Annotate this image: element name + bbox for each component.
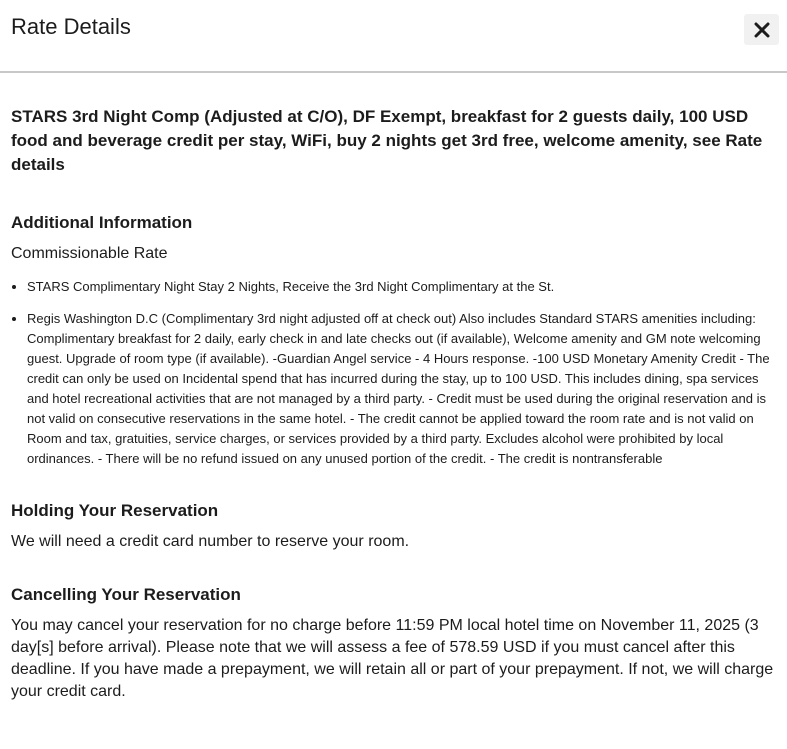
rate-details-list (11, 277, 776, 469)
additional-info-heading: Additional Information (11, 213, 193, 232)
cancelling-reservation-heading: Cancelling Your Reservation (11, 585, 241, 604)
holding-reservation-heading: Holding Your Reservation (11, 501, 219, 520)
close-icon (754, 22, 770, 38)
holding-reservation-text: We will need a credit card number to reserve your room. (11, 533, 410, 550)
cancelling-reservation-text: You may cancel your reservation for no charge before 11:59 PM local hotel time on November 11, 2025 (3 day[s] before arrival). Please note that we will assess a fee of 578.59 USD if you must cancel after this deadline. If you have made a prepayment, we will retain all or part of your prepayment. If not, we will charge your credit card. (11, 617, 774, 700)
rate-name: STARS 3rd Night Comp (Adjusted at C/O), DF Exempt, breakfast for 2 guests daily, 100 USD food and beverage credit per stay, WiFi, buy 2 nights get 3rd free, welcome amenity, see Rate details (11, 107, 763, 174)
list-item: • Regis Washington D.C (Complimentary 3rd night adjusted off at check out) Also includes Standard STARS amenities including: Complimentary breakfast for 2 daily, early check in and late checks out (if available), Welcome amenity and GM note welcoming guest. Upgrade of room type (if available). -Guardian Angel service - 4 Hours response. -100 USD Monetary Amenity Credit - The credit can only be used on Incidental spend that has incurred during the stay, up to 100 USD. This includes dining, spa services and hotel recreational activities that are not managed by a third party. - Credit must be used during the original reservation and is not valid on consecutive reservations in the same hotel. - The credit cannot be applied toward the room rate and is not valid on Room and tax, gratuities, service charges, or services provided by a third party. Excludes alcohol were prohibited by local ordinances. - There will be no refund issued on any unused portion of the credit. - The credit is nontransferable (27, 309, 776, 469)
dialog-header (0, 0, 787, 73)
dialog-title: Rate Details (11, 14, 131, 39)
dialog-body (0, 105, 787, 703)
close-button[interactable] (744, 14, 779, 45)
commissionable-rate-text: Commissionable Rate (11, 245, 168, 262)
list-item: • STARS Complimentary Night Stay 2 Nights, Receive the 3rd Night Complimentary at the St. (27, 277, 776, 297)
